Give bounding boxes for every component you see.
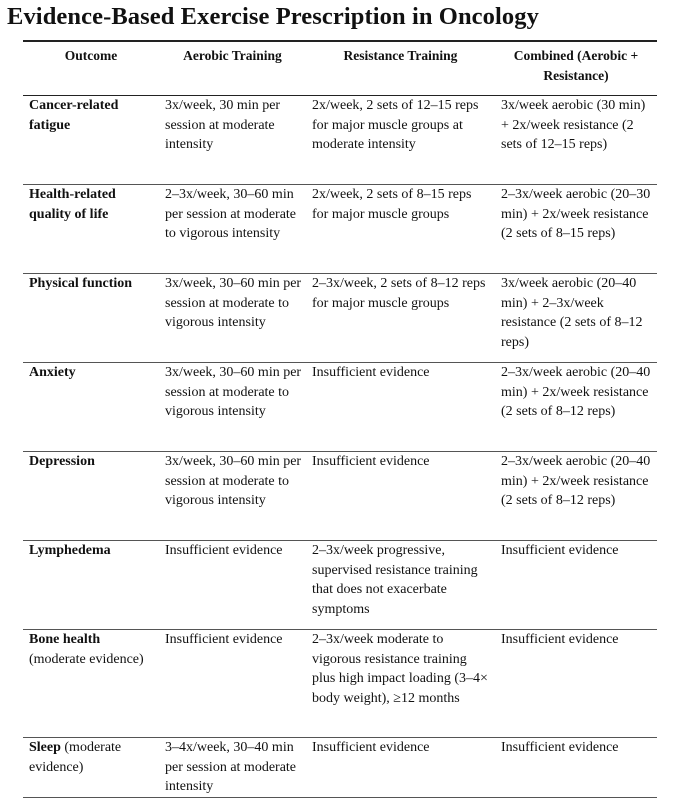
table-row (23, 738, 657, 798)
outcome-note: (moderate evidence) (29, 651, 144, 667)
outcome-cell (23, 452, 159, 541)
resistance-cell: Insufficient evidence (312, 365, 430, 380)
outcome-cell (23, 630, 159, 738)
aerobic-cell: 2–3x/week, 30–60 min per session at moderate to vigorous intensity (165, 187, 297, 241)
aerobic-cell: 3x/week, 30–60 min per session at moderate to vigorous intensity (165, 454, 302, 508)
table-row (23, 185, 657, 274)
outcome-note: (moderate evidence) (29, 740, 122, 775)
table-row (23, 452, 657, 541)
aerobic-cell: 3x/week, 30–60 min per session at moderate to vigorous intensity (165, 276, 302, 330)
aerobic-cell: 3x/week, 30 min per session at moderate intensity (165, 98, 281, 152)
outcome-label: Sleep (29, 740, 61, 755)
header-aerobic: Aerobic Training (183, 48, 282, 63)
outcome-label: Depression (29, 454, 95, 469)
combined-cell: 2–3x/week aerobic (20–40 min) + 2x/week resistance (2 sets of 8–12 reps) (501, 454, 651, 508)
outcome-label: Anxiety (29, 365, 76, 380)
resistance-cell: Insufficient evidence (312, 454, 430, 469)
aerobic-cell: Insufficient evidence (165, 543, 283, 558)
table-row (23, 630, 657, 738)
aerobic-cell: 3–4x/week, 30–40 min per session at moderate intensity (165, 740, 297, 794)
table-row (23, 274, 657, 363)
outcome-label: Bone health (29, 632, 101, 647)
resistance-cell: 2–3x/week moderate to vigorous resistance training plus high impact loading (3–4× body weight), ≥12 months (312, 632, 488, 706)
outcome-label: Cancer-related fatigue (29, 98, 119, 133)
combined-cell: Insufficient evidence (501, 632, 619, 647)
outcome-cell (23, 274, 159, 363)
aerobic-cell: 3x/week, 30–60 min per session at moderate to vigorous intensity (165, 365, 302, 419)
resistance-cell: Insufficient evidence (312, 740, 430, 755)
resistance-cell: 2–3x/week, 2 sets of 8–12 reps for major muscle groups (312, 276, 486, 311)
resistance-cell: 2–3x/week progressive, supervised resistance training that does not exacerbate symptoms (312, 543, 478, 617)
exercise-prescription-table (23, 40, 657, 798)
combined-cell: 2–3x/week aerobic (20–40 min) + 2x/week resistance (2 sets of 8–12 reps) (501, 365, 651, 419)
outcome-cell (23, 185, 159, 274)
outcome-cell (23, 363, 159, 452)
outcome-label: Health-related quality of life (29, 187, 116, 222)
outcome-cell (23, 738, 159, 798)
table-row (23, 363, 657, 452)
header-resistance: Resistance Training (343, 48, 458, 63)
header-combined: Combined (Aerobic + Resistance) (513, 48, 639, 83)
outcome-cell (23, 96, 159, 185)
aerobic-cell: Insufficient evidence (165, 632, 283, 647)
table-row (23, 96, 657, 185)
combined-cell: Insufficient evidence (501, 543, 619, 558)
header-outcome: Outcome (64, 48, 118, 63)
resistance-cell: 2x/week, 2 sets of 8–15 reps for major muscle groups (312, 187, 472, 222)
outcome-label: Lymphedema (29, 543, 111, 558)
combined-cell: 3x/week aerobic (20–40 min) + 2–3x/week resistance (2 sets of 8–12 reps) (501, 276, 643, 350)
combined-cell: 2–3x/week aerobic (20–30 min) + 2x/week resistance (2 sets of 8–15 reps) (501, 187, 651, 241)
resistance-cell: 2x/week, 2 sets of 12–15 reps for major muscle groups at moderate intensity (312, 98, 479, 152)
combined-cell: Insufficient evidence (501, 740, 619, 755)
table-row (23, 541, 657, 630)
outcome-cell (23, 541, 159, 630)
combined-cell: 3x/week aerobic (30 min) + 2x/week resistance (2 sets of 12–15 reps) (501, 98, 646, 152)
header-row (23, 41, 657, 96)
document-title: Evidence-Based Exercise Prescription in Oncology (7, 3, 539, 30)
outcome-label: Physical function (29, 276, 133, 291)
